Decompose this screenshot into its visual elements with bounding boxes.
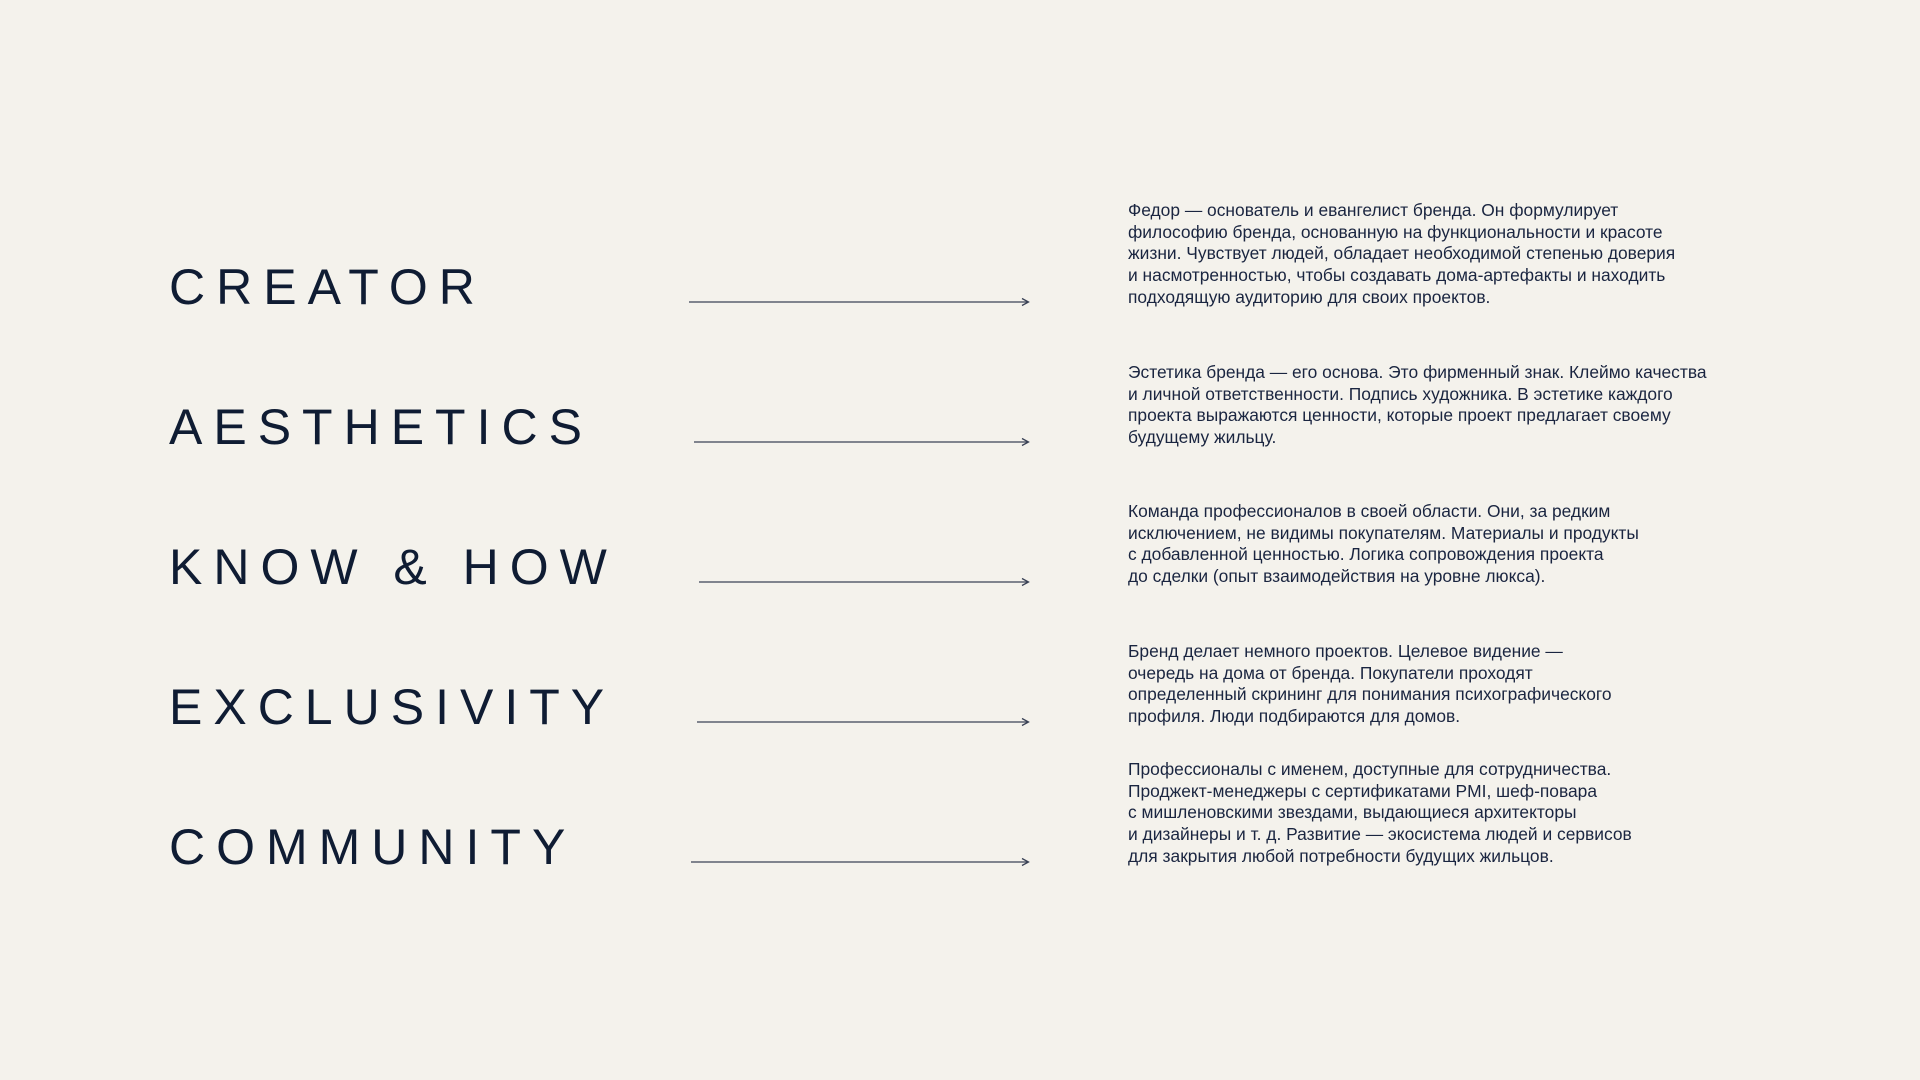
description-creator: Федор — основатель и евангелист бренда. Он формулирует философию бренда, основанную на функциональности и красоте жизни. Чувствует людей, обладает необходимой степенью доверия и насмотренностью, чтобы создавать дома-артефакты и находить подходящую аудиторию для своих проектов. (1128, 200, 1676, 307)
long-right-arrow-icon (689, 297, 1030, 307)
description-know-how: Команда профессионалов в своей области. Они, за редким исключением, не видимы покупателям. Материалы и продукты с добавленной ценностью. Логика сопровождения проекта до сделки (опыт взаимодействия на уровне люкса). (1128, 501, 1639, 587)
long-right-arrow-icon (694, 437, 1030, 447)
long-right-arrow-icon (699, 577, 1030, 587)
heading-community: COMMUNITY (169, 819, 577, 875)
heading-aesthetics: AESTHETICS (169, 399, 593, 455)
long-right-arrow-icon (697, 717, 1030, 727)
description-aesthetics: Эстетика бренда — его основа. Это фирменный знак. Клеймо качества и личной ответственности. Подпись художника. В эстетике каждого проекта выражаются ценности, которые проект предлагает своему будущему жильцу. (1128, 362, 1707, 448)
heading-know-how: KNOW & HOW (169, 539, 618, 595)
description-community: Профессионалы с именем, доступные для сотрудничества. Проджект-менеджеры с сертификатами PMI, шеф-повара с мишленовскими звездами, выдающиеся архитекторы и дизайнеры и т. д. Развитие — экосистема людей и сервисов для закрытия любой потребности будущих жильцов. (1128, 759, 1632, 866)
heading-exclusivity: EXCLUSIVITY (169, 679, 616, 735)
heading-creator: CREATOR (169, 259, 486, 315)
description-exclusivity: Бренд делает немного проектов. Целевое видение — очередь на дома от бренда. Покупатели проходят определенный скрининг для понимания психографического профиля. Люди подбираются для домов. (1128, 641, 1612, 727)
long-right-arrow-icon (691, 857, 1030, 867)
